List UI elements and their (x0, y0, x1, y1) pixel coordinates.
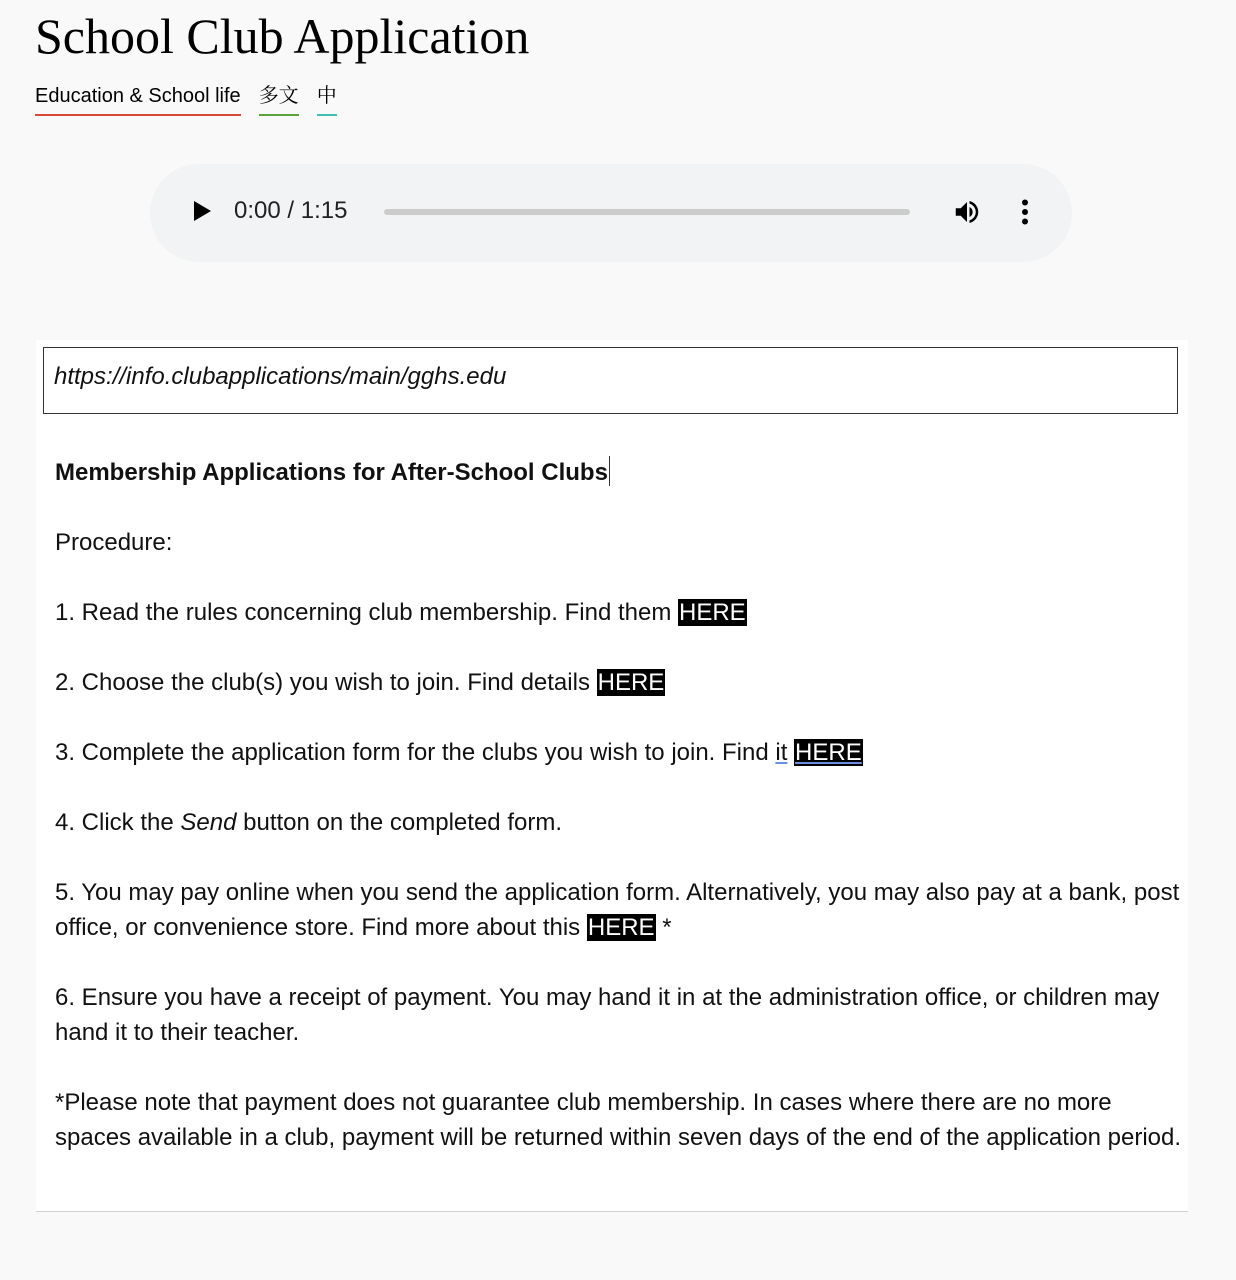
tag-list (35, 84, 355, 116)
step-5 (55, 875, 1190, 945)
form-here-link[interactable]: HERE (795, 739, 862, 766)
page-title: School Club Application (35, 8, 530, 64)
document-body (55, 440, 1190, 1190)
tag-education-school-life[interactable]: Education & School life (35, 84, 241, 116)
step-2 (55, 665, 1190, 700)
step-4-prefix: 4. Click the (55, 809, 174, 836)
step-5-text: 5. You may pay online when you send the application form. Alternatively, you may also pay at a bank, post office, or convenience store. Find more about this (55, 879, 1180, 941)
payment-note: *Please note that payment does not guarantee club membership. In cases where there are no more spaces available in a club, payment will be returned within seven days of the end of the application period. (55, 1089, 1182, 1151)
details-here-link[interactable]: HERE (597, 669, 665, 696)
url-box (43, 347, 1178, 414)
volume-icon (952, 197, 982, 227)
step-3-text: 3. Complete the application form for the clubs you wish to join. Find (55, 739, 769, 766)
tag-chinese[interactable]: 中 (317, 84, 337, 116)
step-3 (55, 735, 1190, 770)
play-icon (191, 199, 213, 223)
step-3-it-text: it (775, 739, 788, 766)
more-vertical-icon (1021, 199, 1029, 225)
send-button-reference: Send (180, 809, 237, 836)
document-heading-text: Membership Applications for After-School Clubs (55, 459, 608, 486)
step-1 (55, 595, 1190, 630)
volume-button[interactable] (948, 194, 986, 230)
step-5-asterisk: * (662, 914, 672, 941)
url-text: https://info.clubapplications/main/gghs.edu (54, 363, 507, 390)
text-cursor (609, 456, 610, 486)
rules-here-link[interactable]: HERE (678, 599, 746, 626)
step-1-text: 1. Read the rules concerning club membership. Find them (55, 599, 672, 626)
document-heading (55, 455, 1190, 490)
tag-multilingual[interactable]: 多文 (259, 84, 299, 116)
more-options-button[interactable] (1010, 194, 1040, 230)
play-button[interactable] (184, 193, 220, 229)
step-4-suffix: button on the completed form. (243, 809, 562, 836)
time-display: 0:00 / 1:15 (234, 197, 348, 224)
payment-here-link[interactable]: HERE (587, 914, 655, 941)
step-6: 6. Ensure you have a receipt of payment. You may hand it in at the administration office, or children may hand it to their teacher. (55, 984, 1160, 1046)
procedure-label: Procedure: (55, 529, 173, 556)
seek-bar[interactable] (384, 209, 910, 215)
step-2-text: 2. Choose the club(s) you wish to join. Find details (55, 669, 590, 696)
step-4 (55, 805, 1190, 840)
